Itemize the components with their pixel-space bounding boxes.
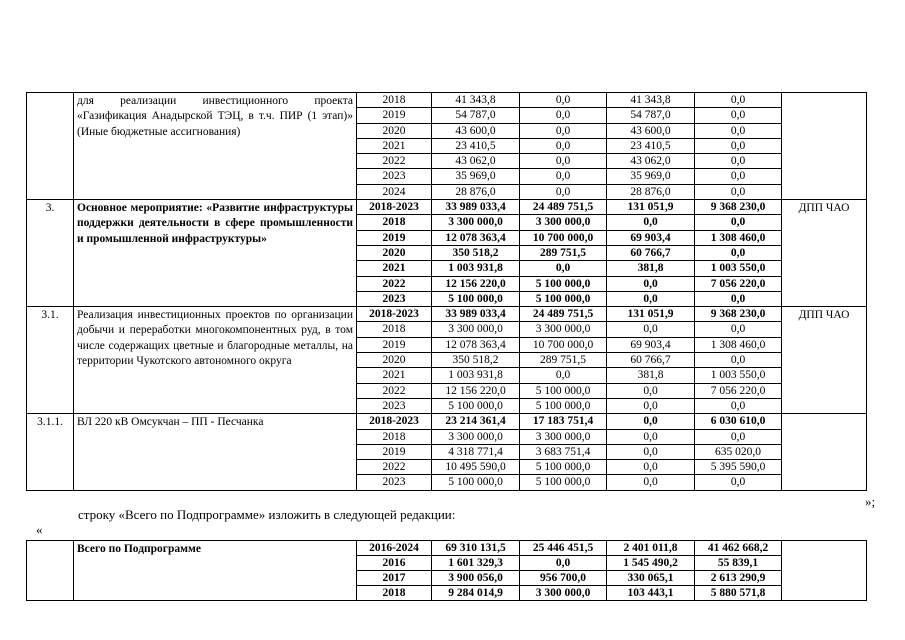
amount-cell: 0,0	[695, 245, 782, 260]
amount-cell: 33 989 033,4	[432, 307, 520, 322]
amount-cell: 23 214 361,4	[432, 414, 520, 429]
amount-cell: 0,0	[607, 429, 695, 444]
year-cell: 2018	[357, 586, 432, 601]
year-cell: 2019	[357, 230, 432, 245]
amount-cell: 28 876,0	[607, 184, 695, 199]
amount-cell: 1 003 550,0	[695, 368, 782, 383]
table-row	[27, 541, 867, 556]
amount-cell: 23 410,5	[432, 138, 520, 153]
amount-cell: 5 100 000,0	[520, 398, 607, 413]
activity-description: для реализации инвестиционного проекта «Газификация Анадырской ТЭЦ, в т.ч. ПИР (1 этап)» (Иные бюджетные ассигнования)	[74, 93, 357, 200]
year-cell: 2023	[357, 291, 432, 306]
responsible-cell	[782, 414, 867, 490]
amount-cell: 131 051,9	[607, 307, 695, 322]
amount-cell: 3 300 000,0	[432, 429, 520, 444]
amount-cell: 69 903,4	[607, 337, 695, 352]
year-cell: 2022	[357, 460, 432, 475]
amount-cell: 33 989 033,4	[432, 200, 520, 215]
year-cell: 2022	[357, 383, 432, 398]
amount-cell: 9 284 014,9	[432, 586, 520, 601]
amount-cell: 43 062,0	[432, 154, 520, 169]
amount-cell: 6 030 610,0	[695, 414, 782, 429]
amount-cell: 0,0	[695, 184, 782, 199]
year-cell: 2019	[357, 337, 432, 352]
year-cell: 2022	[357, 276, 432, 291]
year-cell: 2018-2023	[357, 414, 432, 429]
amount-cell: 1 545 490,2	[607, 556, 695, 571]
total-table	[26, 540, 867, 601]
opening-quote: «	[36, 522, 43, 537]
year-cell: 2023	[357, 398, 432, 413]
row-index	[27, 541, 74, 601]
amount-cell: 3 900 056,0	[432, 571, 520, 586]
amount-cell: 0,0	[607, 276, 695, 291]
amount-cell: 0,0	[695, 215, 782, 230]
amount-cell: 3 300 000,0	[432, 322, 520, 337]
amount-cell: 0,0	[695, 291, 782, 306]
amount-cell: 12 078 363,4	[432, 230, 520, 245]
amount-cell: 1 308 460,0	[695, 337, 782, 352]
amount-cell: 0,0	[607, 398, 695, 413]
amount-cell: 0,0	[695, 353, 782, 368]
amount-cell: 956 700,0	[520, 571, 607, 586]
amount-cell: 69 310 131,5	[432, 541, 520, 556]
amount-cell: 0,0	[695, 123, 782, 138]
amount-cell: 60 766,7	[607, 353, 695, 368]
amount-cell: 0,0	[607, 383, 695, 398]
amount-cell: 0,0	[695, 169, 782, 184]
year-cell: 2020	[357, 123, 432, 138]
amount-cell: 5 100 000,0	[520, 383, 607, 398]
amount-cell: 0,0	[520, 123, 607, 138]
amount-cell: 0,0	[520, 368, 607, 383]
amount-cell: 35 969,0	[432, 169, 520, 184]
amount-cell: 55 839,1	[695, 556, 782, 571]
amount-cell: 3 300 000,0	[520, 322, 607, 337]
year-cell: 2022	[357, 154, 432, 169]
amount-cell: 0,0	[607, 460, 695, 475]
activity-description: Реализация инвестиционных проектов по организации добычи и переработки многокомпонентных руд, в том числе содержащих цветные и благородные металлы, на территории Чукотского автономного округа	[74, 307, 357, 414]
amount-cell: 10 700 000,0	[520, 230, 607, 245]
instruction-text: строку «Всего по Подпрограмме» изложить в следующей редакции:	[78, 507, 456, 522]
table-row	[27, 93, 867, 108]
amount-cell: 43 600,0	[607, 123, 695, 138]
amount-cell: 1 308 460,0	[695, 230, 782, 245]
amount-cell: 0,0	[607, 444, 695, 459]
amount-cell: 7 056 220,0	[695, 383, 782, 398]
amount-cell: 2 401 011,8	[607, 541, 695, 556]
amount-cell: 635 020,0	[695, 444, 782, 459]
amount-cell: 1 003 550,0	[695, 261, 782, 276]
amount-cell: 5 100 000,0	[520, 460, 607, 475]
year-cell: 2018	[357, 93, 432, 108]
amount-cell: 330 065,1	[607, 571, 695, 586]
year-cell: 2018-2023	[357, 307, 432, 322]
amount-cell: 0,0	[695, 108, 782, 123]
amount-cell: 1 003 931,8	[432, 368, 520, 383]
amount-cell: 41 343,8	[607, 93, 695, 108]
year-cell: 2021	[357, 368, 432, 383]
amount-cell: 0,0	[695, 138, 782, 153]
amount-cell: 131 051,9	[607, 200, 695, 215]
year-cell: 2018	[357, 322, 432, 337]
year-cell: 2016	[357, 556, 432, 571]
amount-cell: 28 876,0	[432, 184, 520, 199]
amount-cell: 0,0	[607, 322, 695, 337]
table-row	[27, 307, 867, 322]
amount-cell: 350 518,2	[432, 245, 520, 260]
amount-cell: 0,0	[695, 475, 782, 490]
year-cell: 2018-2023	[357, 200, 432, 215]
amount-cell: 5 100 000,0	[520, 291, 607, 306]
year-cell: 2023	[357, 475, 432, 490]
amount-cell: 3 300 000,0	[520, 586, 607, 601]
amount-cell: 5 100 000,0	[432, 475, 520, 490]
total-table-body	[27, 541, 867, 601]
year-cell: 2020	[357, 353, 432, 368]
amount-cell: 5 100 000,0	[520, 276, 607, 291]
amount-cell: 23 410,5	[607, 138, 695, 153]
amount-cell: 0,0	[607, 475, 695, 490]
program-table	[26, 92, 867, 491]
year-cell: 2021	[357, 138, 432, 153]
responsible-cell	[782, 93, 867, 200]
amount-cell: 12 156 220,0	[432, 276, 520, 291]
year-cell: 2018	[357, 429, 432, 444]
amount-cell: 0,0	[520, 556, 607, 571]
amount-cell: 0,0	[607, 291, 695, 306]
amount-cell: 4 318 771,4	[432, 444, 520, 459]
year-cell: 2020	[357, 245, 432, 260]
amount-cell: 1 601 329,3	[432, 556, 520, 571]
amount-cell: 5 100 000,0	[432, 398, 520, 413]
amount-cell: 24 489 751,5	[520, 307, 607, 322]
amount-cell: 10 700 000,0	[520, 337, 607, 352]
year-cell: 2019	[357, 108, 432, 123]
amount-cell: 0,0	[520, 261, 607, 276]
row-index: 3.1.	[27, 307, 74, 414]
amount-cell: 5 100 000,0	[520, 475, 607, 490]
amount-cell: 0,0	[520, 93, 607, 108]
amount-cell: 35 969,0	[607, 169, 695, 184]
amount-cell: 0,0	[695, 398, 782, 413]
amount-cell: 60 766,7	[607, 245, 695, 260]
amount-cell: 54 787,0	[607, 108, 695, 123]
amount-cell: 54 787,0	[432, 108, 520, 123]
amount-cell: 0,0	[520, 108, 607, 123]
amount-cell: 0,0	[695, 154, 782, 169]
amount-cell: 43 600,0	[432, 123, 520, 138]
row-index: 3.1.1.	[27, 414, 74, 490]
amount-cell: 17 183 751,4	[520, 414, 607, 429]
amount-cell: 0,0	[520, 138, 607, 153]
amount-cell: 3 683 751,4	[520, 444, 607, 459]
amount-cell: 25 446 451,5	[520, 541, 607, 556]
amount-cell: 41 343,8	[432, 93, 520, 108]
year-cell: 2023	[357, 169, 432, 184]
amount-cell: 289 751,5	[520, 245, 607, 260]
amount-cell: 0,0	[607, 414, 695, 429]
amount-cell: 2 613 290,9	[695, 571, 782, 586]
amount-cell: 3 300 000,0	[520, 429, 607, 444]
amount-cell: 103 443,1	[607, 586, 695, 601]
amount-cell: 381,8	[607, 368, 695, 383]
amount-cell: 43 062,0	[607, 154, 695, 169]
amount-cell: 381,8	[607, 261, 695, 276]
amount-cell: 5 395 590,0	[695, 460, 782, 475]
year-cell: 2017	[357, 571, 432, 586]
amount-cell: 0,0	[520, 169, 607, 184]
amount-cell: 0,0	[520, 154, 607, 169]
amount-cell: 5 880 571,8	[695, 586, 782, 601]
amount-cell: 0,0	[520, 184, 607, 199]
responsible-cell	[782, 541, 867, 601]
row-index	[27, 93, 74, 200]
responsible-cell: ДПП ЧАО	[782, 200, 867, 307]
year-cell: 2018	[357, 215, 432, 230]
amount-cell: 1 003 931,8	[432, 261, 520, 276]
activity-description: Основное мероприятие: «Развитие инфраструктуры поддержки деятельности в сфере промышленности и промышленной инфраструктуры»	[74, 200, 357, 307]
amount-cell: 12 078 363,4	[432, 337, 520, 352]
amount-cell: 0,0	[695, 429, 782, 444]
amount-cell: 69 903,4	[607, 230, 695, 245]
year-cell: 2019	[357, 444, 432, 459]
amount-cell: 12 156 220,0	[432, 383, 520, 398]
amount-cell: 7 056 220,0	[695, 276, 782, 291]
activity-description: ВЛ 220 кВ Омсукчан – ПП - Песчанка	[74, 414, 357, 490]
amount-cell: 3 300 000,0	[432, 215, 520, 230]
year-cell: 2016-2024	[357, 541, 432, 556]
responsible-cell: ДПП ЧАО	[782, 307, 867, 414]
amount-cell: 5 100 000,0	[432, 291, 520, 306]
activity-description: Всего по Подпрограмме	[74, 541, 357, 601]
amount-cell: 24 489 751,5	[520, 200, 607, 215]
amount-cell: 350 518,2	[432, 353, 520, 368]
amount-cell: 289 751,5	[520, 353, 607, 368]
row-index: 3.	[27, 200, 74, 307]
amount-cell: 3 300 000,0	[520, 215, 607, 230]
amount-cell: 0,0	[607, 215, 695, 230]
table-row	[27, 414, 867, 429]
amount-cell: 9 368 230,0	[695, 200, 782, 215]
amount-cell: 9 368 230,0	[695, 307, 782, 322]
table-row	[27, 200, 867, 215]
year-cell: 2021	[357, 261, 432, 276]
closing-quote: »;	[865, 494, 876, 509]
amount-cell: 0,0	[695, 322, 782, 337]
year-cell: 2024	[357, 184, 432, 199]
amount-cell: 10 495 590,0	[432, 460, 520, 475]
amount-cell: 0,0	[695, 93, 782, 108]
program-table-body	[27, 93, 867, 491]
amount-cell: 41 462 668,2	[695, 541, 782, 556]
